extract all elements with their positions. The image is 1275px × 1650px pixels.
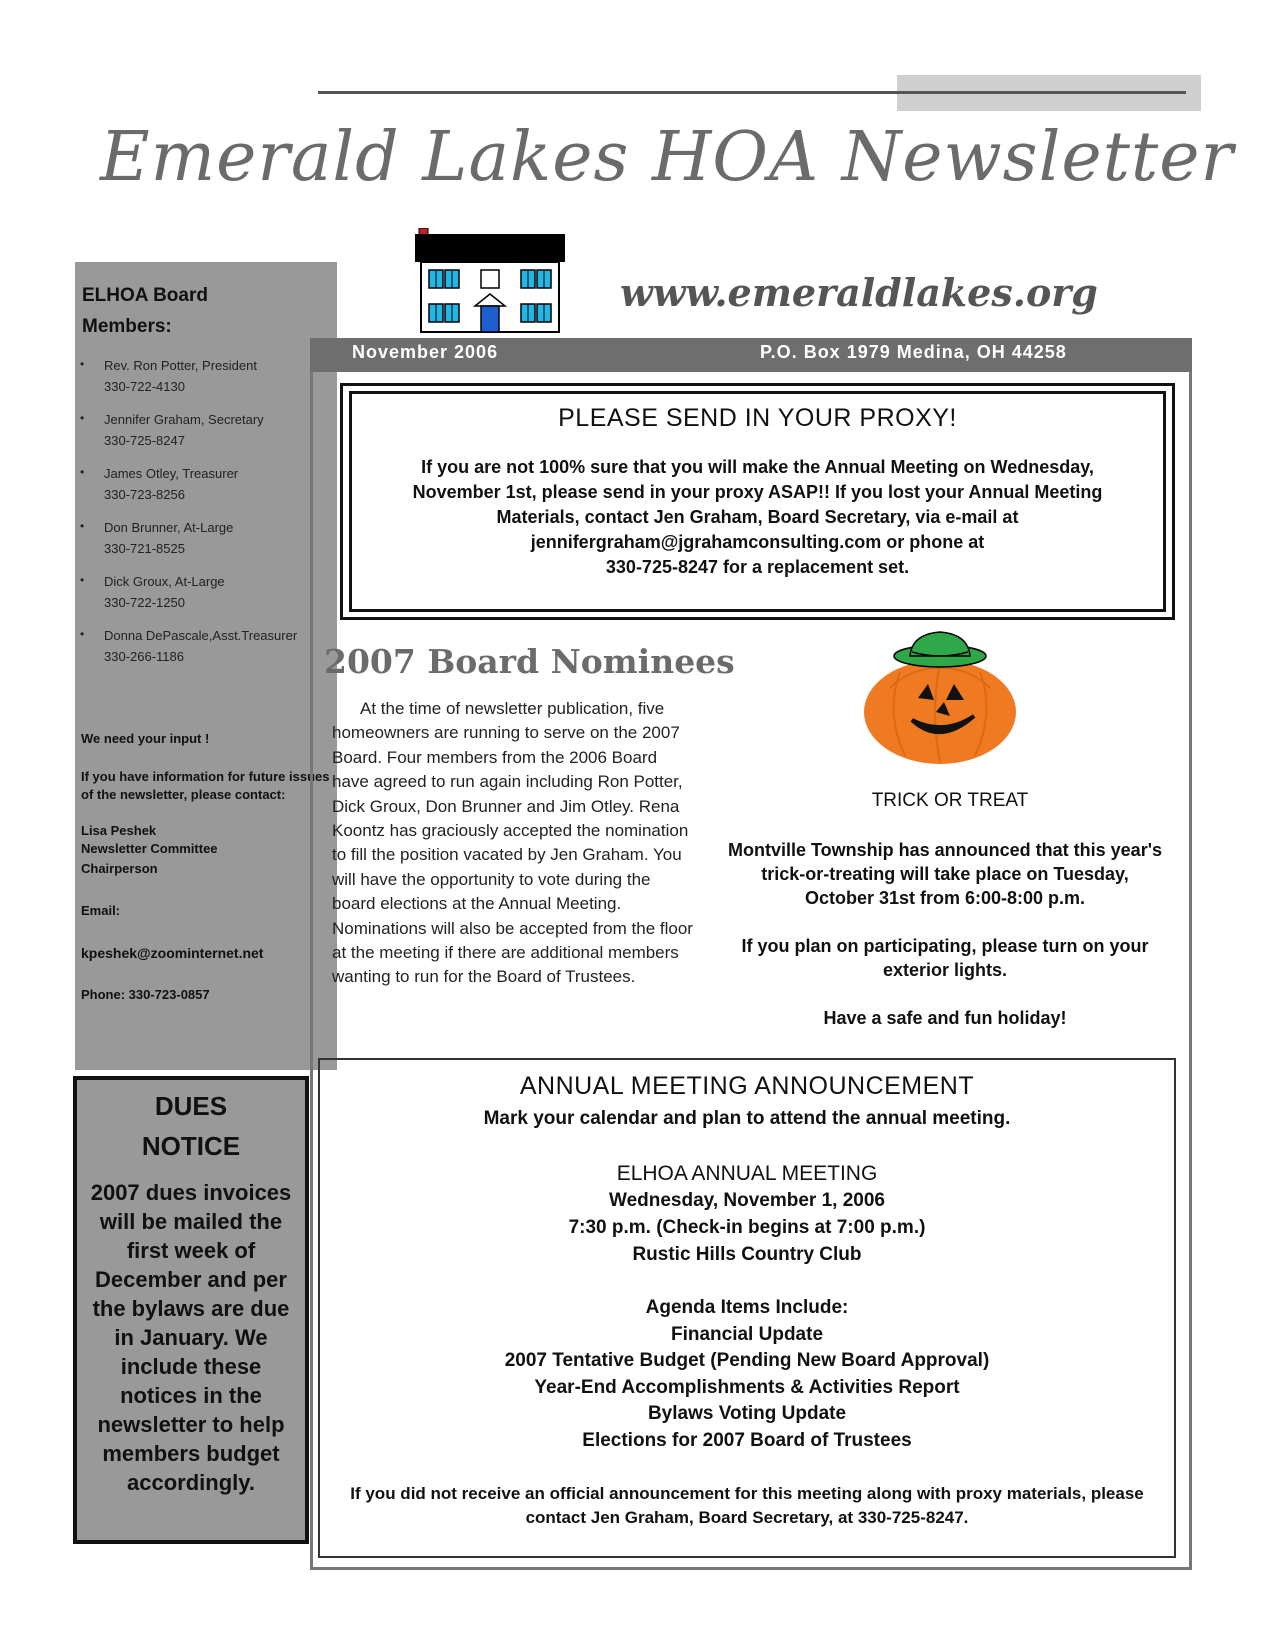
bullet-icon: • xyxy=(80,573,85,587)
house-icon xyxy=(415,228,565,334)
member-name: Dick Groux, At-Large xyxy=(104,574,225,589)
board-members-heading xyxy=(82,280,322,342)
input-text: If you have information for future issues of the newsletter, please contact: xyxy=(81,769,330,802)
website-url[interactable]: www.emeraldlakes.org xyxy=(620,270,1098,315)
proxy-phone: 330-725-8247 for a replacement set. xyxy=(605,557,910,577)
nominees-heading: 2007 Board Nominees xyxy=(324,642,735,681)
annual-meeting-subtitle: Mark your calendar and plan to attend the annual meeting. xyxy=(483,1108,1011,1129)
trick-or-treat-body xyxy=(725,838,1165,1054)
trick-paragraph-1: Montville Township has announced that this year's trick-or-treating will take place on Tuesday, October 31st from 6:00-8:00 p.m. xyxy=(727,840,1162,908)
email-label: Email: xyxy=(81,903,121,918)
agenda-list xyxy=(320,1295,1174,1454)
trick-or-treat-title: TRICK OR TREAT xyxy=(871,790,1029,811)
member-name: Jennifer Graham, Secretary xyxy=(104,412,264,427)
bullet-icon: • xyxy=(80,465,85,479)
meeting-time: 7:30 p.m. (Check-in begins at 7:00 p.m.) xyxy=(568,1217,926,1238)
masthead-title: Emerald Lakes HOA Newsletter xyxy=(100,118,1234,197)
meeting-note: If you did not receive an official announcement for this meeting along with proxy materials, please contact Jen Graham, Board Secretary, at 330-725-8247. xyxy=(350,1484,1144,1527)
heading-line-1: ELHOA Board xyxy=(82,285,208,306)
heading-line-2: Members: xyxy=(82,316,172,337)
proxy-body: If you are not 100% sure that you will make the Annual Meeting on Wednesday, November 1st, please send in your proxy ASAP!! If you lost your Annual Meeting Materials, contact Jen Graham, Board Secretary, via e-mail at jennifergraham@jgrahamconsulting.com or phone at xyxy=(412,457,1103,552)
proxy-title: PLEASE SEND IN YOUR PROXY! xyxy=(558,404,957,432)
dues-notice-body: 2007 dues invoices will be mailed the first week of December and per the bylaws are due in January. We include these notices in the newsletter to help members budget accordingly. xyxy=(90,1180,292,1495)
contact-name: Lisa Peshek xyxy=(81,823,157,838)
input-heading: We need your input ! xyxy=(81,731,210,746)
member-phone: 330-723-8256 xyxy=(104,487,185,502)
meeting-event-name: ELHOA ANNUAL MEETING xyxy=(616,1162,878,1185)
trick-paragraph-2: If you plan on participating, please turn on your exterior lights. xyxy=(741,936,1149,980)
nominees-article: At the time of newsletter publication, five homeowners are running to serve on the 2007 Board. Four members from the 2006 Board have agreed to run again including Ron Potter, Dick Groux, Don Brunner and Jim Otley. Rena Koontz has graciously accepted the nomination to fill the position vacated by Jen Graham. You will have the opportunity to vote during the board elections at the Annual Meeting. Nominations will also be accepted from the floor at the meeting if there are additional members wanting to run for the Board of Trustees. xyxy=(332,699,693,987)
agenda-item: Financial Update xyxy=(670,1323,824,1345)
issue-date: November 2006 xyxy=(352,342,499,362)
trick-paragraph-3: Have a safe and fun holiday! xyxy=(823,1008,1067,1028)
contact-role-1: Newsletter Committee xyxy=(81,841,218,856)
dues-title-line-2: NOTICE xyxy=(141,1131,241,1161)
agenda-item: 2007 Tentative Budget (Pending New Board Approval) xyxy=(504,1350,990,1371)
contact-role-2: Chairperson xyxy=(81,861,158,876)
contact-email-link[interactable]: kpeshek@zoominternet.net xyxy=(81,945,264,961)
member-phone: 330-722-1250 xyxy=(104,595,185,610)
bullet-icon: • xyxy=(80,411,85,425)
meeting-location: Rustic Hills Country Club xyxy=(632,1244,862,1265)
bullet-icon: • xyxy=(80,627,85,641)
agenda-item: Bylaws Voting Update xyxy=(647,1403,847,1424)
dues-notice-title xyxy=(73,1086,309,1166)
member-phone: 330-722-4130 xyxy=(104,379,185,394)
newsletter-input-block xyxy=(81,730,331,1004)
member-phone: 330-725-8247 xyxy=(104,433,185,448)
mailing-address: P.O. Box 1979 Medina, OH 44258 xyxy=(760,342,1067,362)
agenda-heading: Agenda Items Include: xyxy=(645,1297,849,1318)
member-phone: 330-266-1186 xyxy=(104,649,184,664)
member-name: Donna DePascale,Asst.Treasurer xyxy=(104,628,298,643)
agenda-item: Year-End Accomplishments & Activities Report xyxy=(534,1376,960,1398)
annual-meeting-title: ANNUAL MEETING ANNOUNCEMENT xyxy=(519,1072,975,1100)
member-phone: 330-721-8525 xyxy=(104,541,185,556)
top-rule xyxy=(318,91,1186,94)
contact-phone: Phone: 330-723-0857 xyxy=(81,987,210,1002)
meeting-details xyxy=(320,1160,1174,1268)
meeting-date: Wednesday, November 1, 2006 xyxy=(609,1190,885,1211)
jack-o-lantern-icon xyxy=(860,628,1020,766)
dues-title-line-1: DUES xyxy=(154,1091,228,1121)
bullet-icon: • xyxy=(80,519,85,533)
member-name: Rev. Ron Potter, President xyxy=(104,358,257,373)
bullet-icon: • xyxy=(80,357,85,371)
agenda-item: Elections for 2007 Board of Trustees xyxy=(582,1429,912,1451)
member-name: James Otley, Treasurer xyxy=(104,466,239,481)
member-name: Don Brunner, At-Large xyxy=(104,520,234,535)
